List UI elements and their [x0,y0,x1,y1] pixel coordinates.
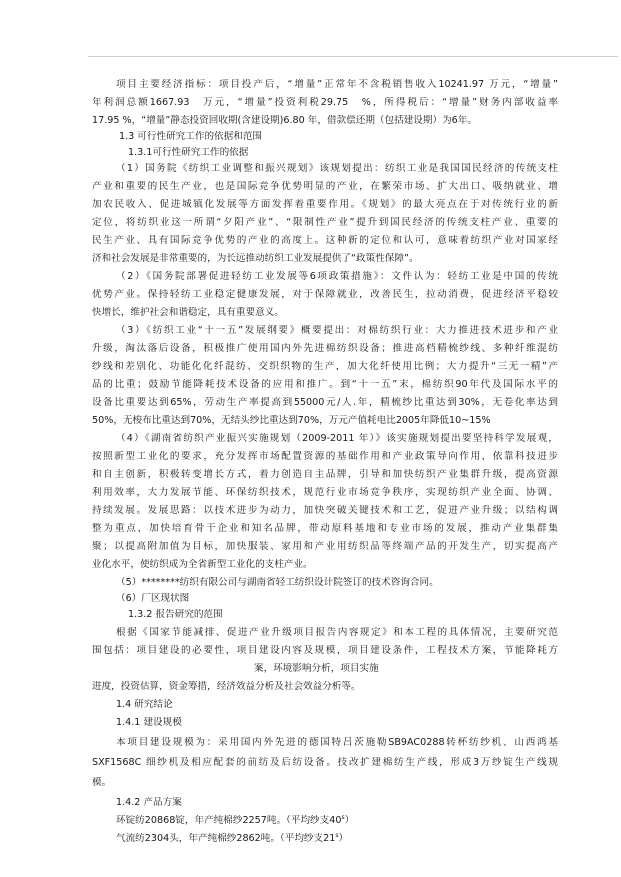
subsection-heading-1-3-1: 1.3.1可行性研究工作的依据 [128,147,249,158]
subsection-heading-1-4-1: 1.4.1 建设规模 [116,717,182,728]
text-line: 产业和重要的民生产业，也是国际竞争优势明显的产业，在繁荣市场、扩大出口、吸纳就业、增 [92,181,558,192]
text-span: 环锭纺20868锭，年产纯棉纱2257吨。（平均纱支40 [116,815,342,826]
text-line: 优势产业。保持轻纺工业稳定健康发展，对于保障就业，改善民生，拉动消费，促进经济平稳较 [92,289,558,300]
text-line: 年利润总额1667.93 万元，“增量”投资利税29.75 %，所得税后：“增量”财务内部收益率 [92,97,558,108]
product-line-rotor-spinning [116,833,348,845]
text-line: （1）国务院《纺织工业调整和振兴规划》该规划提出：纺织工业是我国国民经济的传统支柱 [116,163,558,174]
text-line: 业化水平，使纺织成为全省新型工业化的支柱产业。 [92,559,313,570]
text-line: 定位，将纺织业这一所谓“夕阳产业”、“限制性产业”提升到国民经济的传统支柱产业、重要的 [92,217,558,228]
text-line: 设备比重要达到65%，劳动生产率提高到55000元/人.年，精梳纱比重达到30%，无卷化率达到 [92,397,558,408]
text-line: 本项目建设规模为：采用国内外先进的德国特吕茨施勒SB9AC0288转杯纺纱机、山西鸿基 [116,737,558,748]
basis-item-6: （6）厂区现状图 [116,593,190,604]
text-line: 进度，投资估算，资金筹措，经济效益分析及社会效益分析等。 [92,681,361,692]
text-line: 17.95 %，“增量”静态投资回收期(含建设期)6.80 年，借款偿还期（包括建设期）为6年。 [92,115,477,126]
yarn-count-superscript: s [341,815,345,821]
section-heading-1-3: 1.3 可行性研究工作的依据和范围 [119,131,263,142]
text-line: 济和社会发展是非常重要的，为长远推动纺织工业发展提供了“政策性保障”。 [92,253,419,264]
text-line: （2）《国务院部署促进轻纺工业发展等6项政策措施》：文件认为：轻纺工业是中国的传统 [116,271,558,282]
text-line: 案，环境影响分析，项目实施 [254,663,379,674]
text-span: 气流纺2304头，年产纯棉纱2862吨。（平均纱支21 [116,833,336,844]
text-line: 50%，无梭布比重达到70%，无结头纱比重达到70%，万元产值耗电比2005年降低10~15% [92,415,491,426]
text-line: 模。 [92,777,112,788]
product-line-ring-spinning [116,815,354,827]
text-line: 民生产业、具有国际竞争优势的产业的高度上。这种新的定位和认可，意味着纺织产业对国家经 [92,235,558,246]
text-line: 整为重点，加快培育骨干企业和知名品牌，带动原料基地和专业市场的发展，推动产业集群集 [92,523,558,534]
text-span: ） [338,833,349,844]
text-line: 加农民收入、促进城镇化发展等方面发挥着重要作用。《规划》的最大亮点在于对传统行业的新 [92,199,558,210]
text-line: 根据《国家节能减排、促进产业升级项目报告内容规定》和本工程的具体情况，主要研究范 [116,627,558,638]
text-line: 项目主要经济指标：项目投产后，“增量”正常年不含税销售收入10241.97 万元，“增量” [116,79,558,90]
text-line: 品的比重；鼓励节能降耗技术设备的应用和推广。到“十一五”末，棉纺织90年代及国际水平的 [92,379,558,390]
text-line: （3）《纺织工业“十一五”发展纲要》概要提出：对棉纺织行业：大力推进技术进步和产业 [116,325,558,336]
subsection-heading-1-4-2: 1.4.2 产品方案 [116,797,182,808]
text-line: 快增长，维护社会和谐稳定，具有重要意义。 [92,307,284,318]
yarn-count-superscript: s [335,833,339,839]
text-line: 和自主创新，积极转变增长方式，着力创造自主品牌，引导和加快纺织产业集群升级，提高资源 [92,469,558,480]
header-rule [88,56,618,57]
text-line: （4）《湖南省纺织产业振兴实施规划（2009-2011 年）》该实施规划提出要坚持科学发展观， [116,433,558,444]
text-line: 持续发展。发展思路：以技术进步为动力，加快突破关键技术和工艺，促进产业升级；以结构调 [92,505,558,516]
text-line: 升级，淘汰落后设备，积极推广使用国内外先进棉纺织设备；推进高档精梳纱线、多种纤维混纺 [92,343,558,354]
text-line: SXF1568C 细纱机及相应配套的前纺及后纺设备。技改扩建棉纺生产线，形成3万纱锭生产线规 [92,757,558,768]
section-heading-1-4: 1.4 研究结论 [116,699,173,710]
text-line: 利用效率，大力发展节能、环保纺织技术，规范行业市场竞争秩序，实现纺织产业全面、协调、 [92,487,558,498]
text-line: 按照新型工业化的要求，充分发挥市场配置资源的基础作用和产业政策导向作用，依靠科技进步 [92,451,558,462]
text-line: 纱线和差别化、功能化化纤混纺、交织织物的生产，加大化纤使用比例；大力提升“三无一精”产 [92,361,558,372]
text-span: ） [344,815,355,826]
basis-item-5: （5）********纺织有限公司与湖南省轻工纺织设计院签订的技术咨询合同。 [116,577,439,588]
text-line: 聚；以提高附加值为目标，加快服装、家用和产业用纺织品等终端产品的开发生产，切实提高产 [92,541,558,552]
text-line: 围包括：项目建设的必要性，项目建设内容及规模，项目建设条件，工程技术方案，节能降耗方 [92,645,558,656]
subsection-heading-1-3-2: 1.3.2 报告研究的范围 [128,609,223,620]
